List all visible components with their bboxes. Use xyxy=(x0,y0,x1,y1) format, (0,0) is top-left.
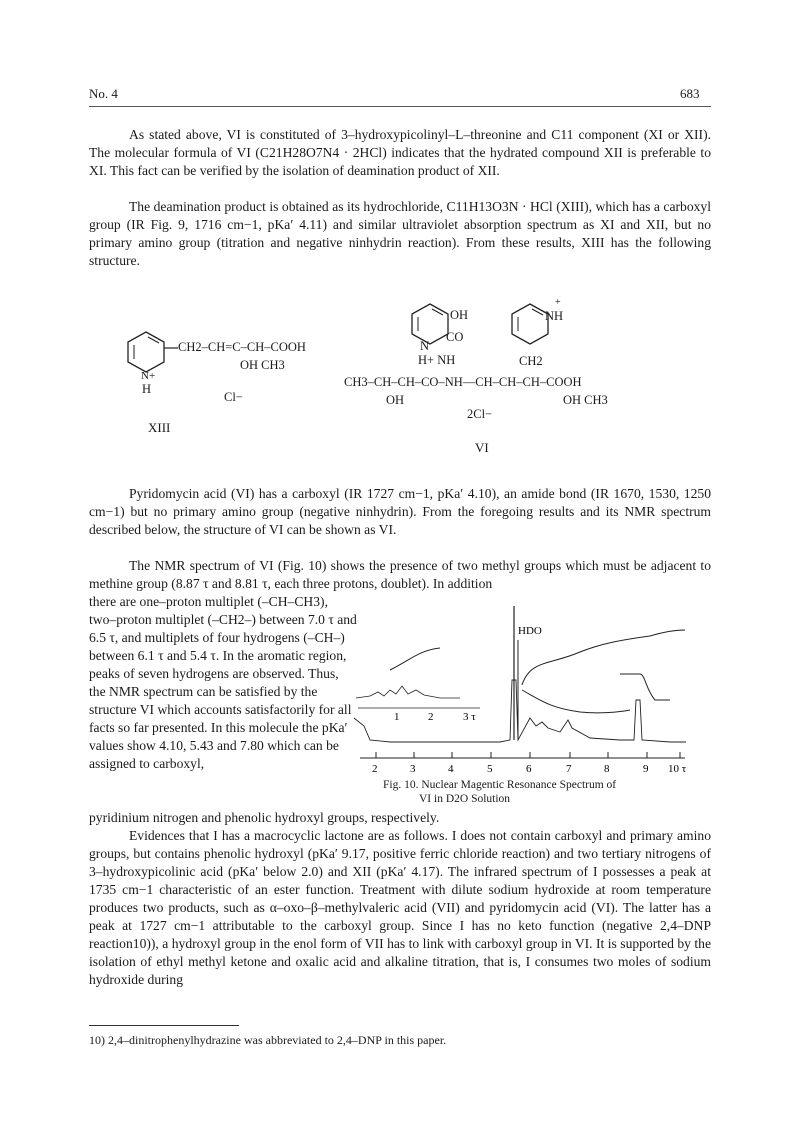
xiii-label: XIII xyxy=(148,420,171,435)
caption-line-2: VI in D2O Solution xyxy=(419,793,511,805)
xiii-n-plus: N+ xyxy=(141,370,156,382)
paragraph-4-wrap: there are one–proton multiplet (–CH–CH3), two–proton multiplet (–CH2–) between 7.0 τ and 6.5 τ, and multiplets of four hydrogens (–CH–) between 6.1 τ and 5.4 τ. In the aromatic region, peaks of seven hydrogens are observed. Thus, the NMR spectrum can be satisfied by the structure VI which accounts satisfactorily for all facts so far presented. In this molecule the pKa′ values show 4.10, 5.43 and 7.80 which can be assigned to carboxyl, xyxy=(89,594,357,771)
axis-tick-8: 8 xyxy=(604,763,610,775)
inset-tick-3: 3 τ xyxy=(463,711,476,723)
axis-tick-10: 10 τ xyxy=(668,763,687,775)
paragraph-1: As stated above, VI is constituted of 3–hydroxypicolinyl–L–threonine and C11 component (XI or XII). The molecular formula of VI (C21H28O7N4 · 2HCl) indicates that the hydrated compound XII is preferable to XI. This fact can be verified by the isolation of deamination product of XII. xyxy=(89,127,711,178)
xiii-cl: Cl− xyxy=(224,390,243,404)
axis-tick-7: 7 xyxy=(566,763,572,775)
hdo-label: HDO xyxy=(518,625,542,637)
paragraph-2: The deamination product is obtained as its hydrochloride, C11H13O3N · HCl (XIII), which has a carboxyl group (IR Fig. 9, 1716 cm−1, pKa′ 4.11) and similar ultraviolet absorption spectrum as XI and XII, but no primary amino group (titration and negative ninhydrin reaction). From these results, XIII has the following structure. xyxy=(89,199,711,268)
paragraph-4-top: The NMR spectrum of VI (Fig. 10) shows the presence of two methyl groups which must be adjacent to methine group (8.87 τ and 8.81 τ, each three protons, doublet). In addition xyxy=(89,558,711,591)
vi-ch2: CH2 xyxy=(519,354,543,368)
figure-caption xyxy=(383,778,713,806)
xiii-oh-ch3: OH CH3 xyxy=(240,358,285,372)
vi-chain: CH3–CH–CH–CO–NH—CH–CH–CH–COOH xyxy=(344,375,582,389)
axis-tick-5: 5 xyxy=(487,763,493,775)
axis-tick-2: 2 xyxy=(372,763,378,775)
vi-label: VI xyxy=(475,440,489,455)
paragraph-3: Pyridomycin acid (VI) has a carboxyl (IR 1727 cm−1, pKa′ 4.10), an amide bond (IR 1670, 1530, 1250 cm−1) but no primary amino group (negative ninhydrin). From the foregoing results and its NMR spectrum described below, the structure of VI can be shown as VI. xyxy=(89,486,711,537)
axis-tick-4: 4 xyxy=(448,763,454,775)
journal-issue: No. 4 xyxy=(89,86,118,101)
xiii-chain: CH2–CH=C–CH–COOH xyxy=(178,340,306,354)
paragraph-5: Evidences that I has a macrocyclic lactone are as follows. I does not contain carboxyl and primary amino groups, but contains phenolic hydroxyl (pKa′ 9.17, positive ferric chloride reaction) and two tertiary nitrogens of 3–hydroxypicolinic acid (pKa′ below 2.0) and XII (pKa′ 4.17). The infrared spectrum of I possesses a peak at 1735 cm−1 characteristic of an ester function. Treatment with dilute sodium hydroxide at room temperature produces two products, such as α–oxo–β–methylvaleric acid (VII) and pyridomycin acid (VI). The latter has a peak at 1727 cm−1 attributable to the carboxyl group. Since I has no keto function (negative 2,4–DNP reaction10)), a hydroxyl group in the enol form of VII has to link with carboxyl group in VI. It is supported by the isolation of ethyl methyl ketone and oxalic acid and alkaline titration, that is, I consumes two moles of sodium hydroxide during xyxy=(89,828,711,987)
vi-nh-plus: NH xyxy=(545,309,564,323)
page-number: 683 xyxy=(680,86,700,101)
vi-oh-ch3-right: OH CH3 xyxy=(563,393,608,407)
caption-line-1: Fig. 10. Nuclear Magentic Resonance Spectrum of xyxy=(383,779,617,791)
vi-co: CO xyxy=(446,330,464,344)
vi-oh: OH xyxy=(450,308,469,322)
inset-tick-2: 2 xyxy=(428,711,434,723)
xiii-h: H xyxy=(142,382,152,396)
vi-n: N xyxy=(420,339,430,353)
footnote-rule xyxy=(89,1025,239,1026)
axis-tick-3: 3 xyxy=(410,763,416,775)
vi-2cl: 2Cl− xyxy=(467,407,493,421)
inset-tick-1: 1 xyxy=(394,711,400,723)
axis-tick-6: 6 xyxy=(526,763,532,775)
vi-h-nh: H+ NH xyxy=(418,353,456,367)
header-rule xyxy=(89,106,711,107)
paragraph-4-tail: pyridinium nitrogen and phenolic hydroxyl groups, respectively. xyxy=(89,810,440,825)
footnote: 10) 2,4–dinitrophenylhydrazine was abbreviated to 2,4–DNP in this paper. xyxy=(89,1033,447,1047)
vi-oh-left: OH xyxy=(386,393,405,407)
vi-plus: + xyxy=(555,297,561,308)
nmr-spectrum-figure xyxy=(350,600,720,778)
axis-tick-9: 9 xyxy=(643,763,649,775)
